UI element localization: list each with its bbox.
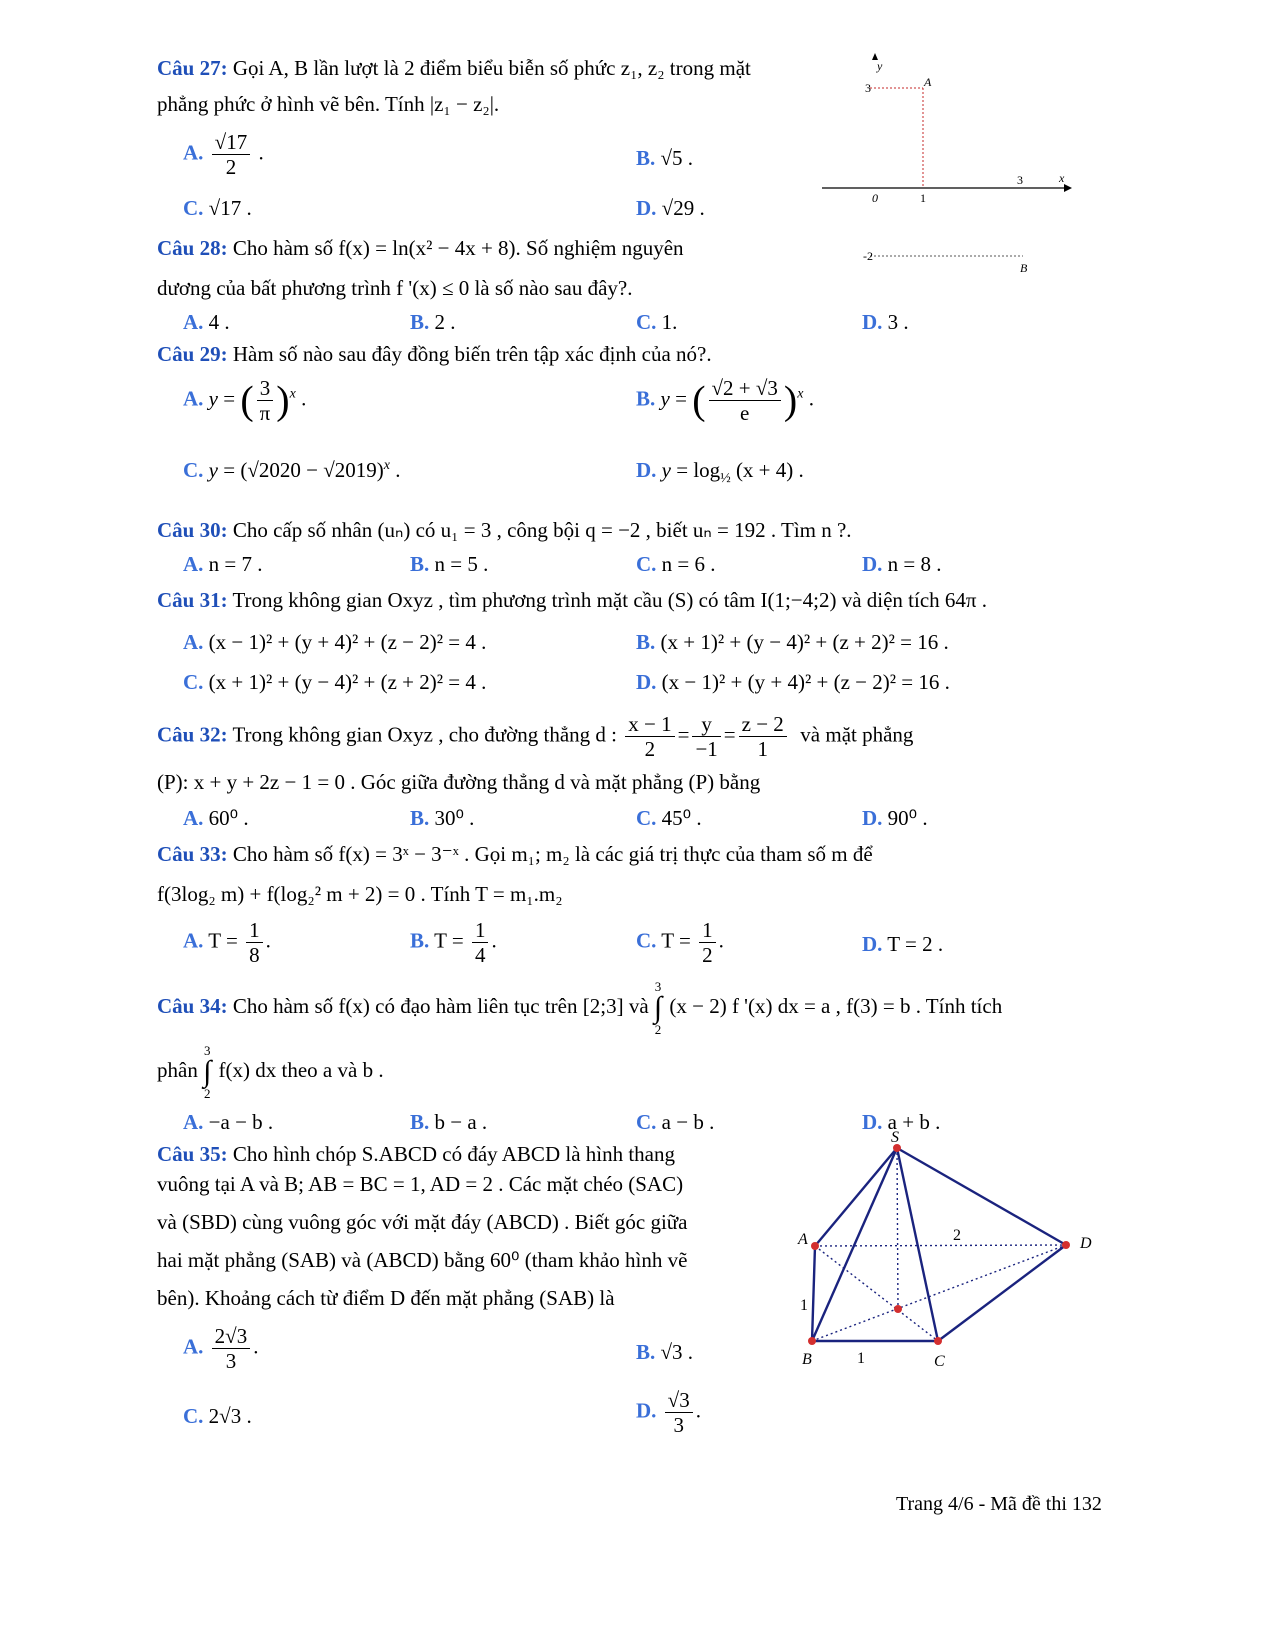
q27-line1 bbox=[157, 56, 751, 81]
q31-option-b[interactable]: B. (x + 1)² + (y − 4)² + (z + 2)² = 16 . bbox=[636, 630, 949, 654]
q33-option-d[interactable]: D. T = 2 . bbox=[862, 932, 944, 956]
svg-text:1: 1 bbox=[857, 1350, 865, 1367]
q29-option-a[interactable]: A. y = ( $\frac{3}{\pi}$ )$^x$ . bbox=[183, 376, 307, 426]
svg-text:1: 1 bbox=[800, 1297, 808, 1314]
svg-text:0: 0 bbox=[872, 191, 878, 205]
q35-stem-4: hai mặt phẳng (SAB) và (ABCD) bằng 60⁰ (tham khảo hình vẽ bbox=[157, 1248, 688, 1272]
svg-text:B: B bbox=[802, 1351, 812, 1368]
svg-text:C: C bbox=[934, 1353, 945, 1370]
q29-line1: Câu 29: Hàm số nào sau đây đồng biến trên tập xác định của nó?. bbox=[157, 342, 712, 366]
svg-text:A: A bbox=[924, 75, 932, 89]
q34-option-c[interactable]: C. a − b . bbox=[636, 1110, 715, 1134]
q27-stem-2: phẳng phức ở hình vẽ bên. Tính |z₁ − z₂|. bbox=[157, 92, 500, 116]
svg-text:A: A bbox=[798, 1231, 808, 1248]
q28-option-b[interactable]: B. 2 . bbox=[410, 310, 456, 334]
q28-option-a[interactable]: A. 4 . bbox=[183, 310, 230, 334]
q30-option-d[interactable]: D. n = 8 . bbox=[862, 552, 942, 576]
q34-line2: phân 3 ∫ 2 f(x) dx theo a và b . bbox=[157, 1043, 384, 1101]
q35-line1: Câu 35: Cho hình chóp S.ABCD có đáy ABCD là hình thang bbox=[157, 1142, 676, 1166]
q30-option-c[interactable]: C. n = 6 . bbox=[636, 552, 716, 576]
q27-option-a[interactable]: A. $\frac{√17}{2}$ . bbox=[183, 130, 264, 180]
q27-stem-1: Gọi A, B lần lượt là 2 điểm biểu biễn số phức z₁, z₂ trong mặt bbox=[232, 56, 751, 80]
q27-option-c[interactable]: C. √17 . bbox=[183, 196, 252, 220]
q35-stem-2: vuông tại A và B; AB = BC = 1, AD = 2 . Các mặt chéo (SAC) bbox=[157, 1172, 684, 1196]
q28-option-c[interactable]: C. 1. bbox=[636, 310, 678, 334]
q35-option-c[interactable]: C. 2√3 . bbox=[183, 1404, 252, 1428]
q31-line1: Câu 31: Trong không gian Oxyz , tìm phương trình mặt cầu (S) có tâm I(1;−4;2) và diện tích 64π . bbox=[157, 588, 988, 612]
svg-text:B: B bbox=[1020, 261, 1028, 275]
q27-option-d[interactable]: D. √29 . bbox=[636, 196, 705, 220]
q32-option-d[interactable]: D. 90⁰ . bbox=[862, 806, 928, 830]
q33-option-a[interactable]: A. T = $\frac{1}{8}$ . bbox=[183, 918, 271, 968]
q34-line1: Câu 34: Cho hàm số f(x) có đạo hàm liên tục trên [2;3] và 3 ∫ 2 (x − 2) f '(x) dx = a , f(3) = b . Tính tích bbox=[157, 979, 1003, 1037]
q34-option-b[interactable]: B. b − a . bbox=[410, 1110, 488, 1134]
svg-text:2: 2 bbox=[953, 1227, 961, 1244]
q29-option-b[interactable]: B. y = ( $\frac{√2 + √3}{e}$ )$^x$ . bbox=[636, 376, 814, 426]
page-footer: Trang 4/6 - Mã đề thi 132 bbox=[896, 1493, 1102, 1515]
q31-option-d[interactable]: D. (x − 1)² + (y + 4)² + (z − 2)² = 16 . bbox=[636, 670, 950, 694]
q31-option-c[interactable]: C. (x + 1)² + (y − 4)² + (z + 2)² = 4 . bbox=[183, 670, 487, 694]
q34-option-d[interactable]: D. a + b . bbox=[862, 1110, 941, 1134]
complex-plane-figure bbox=[820, 50, 1080, 290]
q29-option-c[interactable]: C. $y = (√2020 - √2019)^x$ . bbox=[183, 458, 401, 482]
q35-stem-5: bên). Khoảng cách từ điểm D đến mặt phẳng (SAB) là bbox=[157, 1286, 615, 1310]
q30-line1: Câu 30: Cho cấp số nhân (uₙ) có u₁ = 3 , công bội q = −2 , biết uₙ = 192 . Tìm n ?. bbox=[157, 518, 852, 542]
svg-text:-2: -2 bbox=[863, 249, 873, 263]
pyramid-figure bbox=[790, 1120, 1110, 1380]
q29-option-d[interactable]: D. $y = \log_{\frac{1}{2}} (x + 4)$ . bbox=[636, 458, 804, 487]
q35-option-b[interactable]: B. √3 . bbox=[636, 1340, 694, 1364]
q27-option-b[interactable]: B. √5 . bbox=[636, 146, 694, 170]
q35-stem-3: và (SBD) cùng vuông góc với mặt đáy (ABCD) . Biết góc giữa bbox=[157, 1210, 688, 1234]
svg-text:S: S bbox=[891, 1129, 899, 1146]
q32-option-b[interactable]: B. 30⁰ . bbox=[410, 806, 475, 830]
q33-option-c[interactable]: C. T = $\frac{1}{2}$ . bbox=[636, 918, 724, 968]
q28-option-d[interactable]: D. 3 . bbox=[862, 310, 909, 334]
q33-stem-2: f(3log₂ m) + f(log₂² m + 2) = 0 . Tính T = m₁.m₂ bbox=[157, 882, 563, 906]
svg-text:D: D bbox=[1080, 1235, 1092, 1252]
q30-option-a[interactable]: A. n = 7 . bbox=[183, 552, 263, 576]
q32-option-a[interactable]: A. 60⁰ . bbox=[183, 806, 249, 830]
q30-option-b[interactable]: B. n = 5 . bbox=[410, 552, 489, 576]
svg-text:x: x bbox=[1059, 171, 1065, 185]
q31-option-a[interactable]: A. (x − 1)² + (y + 4)² + (z − 2)² = 4 . bbox=[183, 630, 487, 654]
svg-text:y: y bbox=[877, 59, 883, 73]
q28-line1: Câu 28: Cho hàm số f(x) = ln(x² − 4x + 8). Số nghiệm nguyên bbox=[157, 236, 684, 260]
q27-label: Câu 27: bbox=[157, 56, 228, 80]
q35-option-a[interactable]: A. $\frac{2√3}{3}$ . bbox=[183, 1324, 259, 1374]
svg-text:3: 3 bbox=[865, 81, 871, 95]
svg-text:1: 1 bbox=[920, 191, 926, 205]
q34-option-a[interactable]: A. −a − b . bbox=[183, 1110, 274, 1134]
q28-stem-2: dương của bất phương trình f '(x) ≤ 0 là số nào sau đây?. bbox=[157, 276, 633, 300]
q35-option-d[interactable]: D. $\frac{√3}{3}$ . bbox=[636, 1388, 701, 1438]
q32-line1: Câu 32: Trong không gian Oxyz , cho đường thẳng d : $\frac{x - 1}{2}$ = $\frac{y}{-1}$ = $\frac{z - 2}{1}$ và mặt phẳng bbox=[157, 712, 914, 762]
q33-option-b[interactable]: B. T = $\frac{1}{4}$ . bbox=[410, 918, 497, 968]
svg-text:3: 3 bbox=[1017, 173, 1023, 187]
q32-stem-2: (P): x + y + 2z − 1 = 0 . Góc giữa đường thẳng d và mặt phẳng (P) bằng bbox=[157, 770, 761, 794]
q33-line1: Câu 33: Cho hàm số f(x) = 3ˣ − 3⁻ˣ . Gọi m₁; m₂ là các giá trị thực của tham số m để bbox=[157, 842, 873, 866]
q32-option-c[interactable]: C. 45⁰ . bbox=[636, 806, 702, 830]
